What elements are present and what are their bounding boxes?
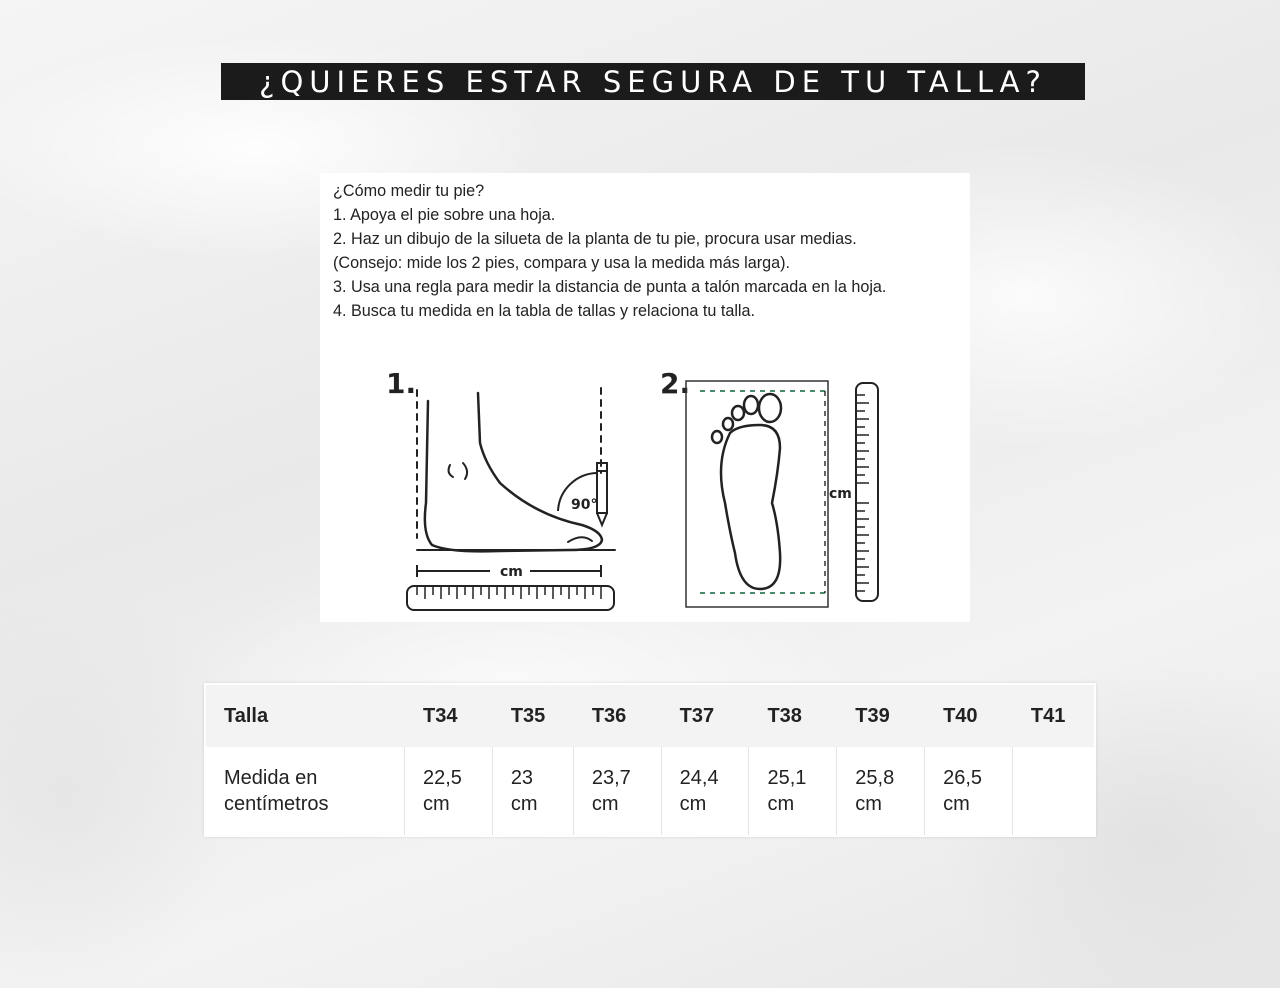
measure-cell-t34: [405, 747, 493, 835]
measure-cell-t37: [661, 747, 749, 835]
measure-value: 25,8: [855, 767, 895, 789]
measure-unit: cm: [855, 793, 882, 815]
measure-header-line1: Medida en: [224, 767, 318, 789]
size-header-t38: T38: [749, 685, 837, 747]
size-table-container: [204, 683, 1096, 837]
measure-cell-t40: [925, 747, 1013, 835]
measure-value: 22,5: [423, 767, 462, 789]
measure-unit: cm: [679, 793, 707, 815]
size-header-t37: T37: [661, 685, 749, 747]
size-header-t35: T35: [492, 685, 573, 747]
pencil-icon: [558, 463, 607, 525]
size-header-t36: T36: [573, 685, 661, 747]
measure-cell-t38: [749, 747, 837, 835]
page-title: ¿QUIERES ESTAR SEGURA DE TU TALLA?: [221, 63, 1085, 100]
instructions-text: [333, 179, 963, 323]
instructions-heading: ¿Cómo medir tu pie?: [333, 182, 485, 200]
measure-value: 25,1: [767, 767, 807, 789]
size-table: [206, 685, 1094, 835]
step-1-label: 1.: [386, 367, 417, 400]
size-header-t41: T41: [1012, 685, 1093, 747]
measure-cell-t39: [837, 747, 925, 835]
measure-unit: cm: [591, 793, 619, 815]
measure-unit: cm: [943, 793, 970, 815]
instruction-line-2: 2. Haz un dibujo de la silueta de la planta de tu pie, procura usar medias.: [333, 230, 857, 248]
measure-cell-t35: [492, 747, 573, 835]
foot-sole-icon: [712, 394, 781, 589]
vertical-unit-label: cm: [829, 486, 852, 502]
instruction-line-1: 1. Apoya el pie sobre una hoja.: [333, 206, 556, 224]
instruction-line-4: 3. Usa una regla para medir la distancia de punta a talón marcada en la hoja.: [333, 278, 887, 296]
measure-cell-t41: [1012, 747, 1093, 835]
table-row: [206, 747, 1094, 835]
measure-cell-t36: [573, 747, 661, 835]
table-header-row: [206, 685, 1094, 747]
instruction-line-5: 4. Busca tu medida en la tabla de tallas y relaciona tu talla.: [333, 302, 756, 320]
step-2-label: 2.: [660, 367, 691, 400]
side-foot-icon: [417, 388, 615, 551]
horizontal-ruler-icon: [407, 586, 614, 610]
measure-unit: cm: [423, 793, 450, 815]
size-header-t39: T39: [837, 685, 925, 747]
measure-value: 26,5: [943, 767, 983, 789]
foot-measure-diagram: [320, 353, 970, 622]
instruction-line-3: (Consejo: mide los 2 pies, compara y usa la medida más larga).: [333, 254, 791, 272]
measure-value: 23: [510, 767, 534, 789]
size-header-t40: T40: [925, 685, 1013, 747]
angle-label: 90°: [571, 497, 598, 513]
instructions-card: [320, 173, 970, 622]
measure-unit: cm: [510, 793, 538, 815]
measure-unit: cm: [767, 793, 795, 815]
measure-value: 23,7: [591, 767, 631, 789]
measure-value: 24,4: [679, 767, 719, 789]
vertical-ruler-icon: [856, 383, 878, 601]
measure-row-header: [206, 747, 405, 835]
paper-sheet-icon: [686, 381, 828, 607]
measure-header-line2: centímetros: [224, 793, 329, 815]
size-row-header: Talla: [206, 685, 405, 747]
size-header-t34: T34: [405, 685, 493, 747]
horizontal-unit-label: cm: [500, 564, 523, 580]
